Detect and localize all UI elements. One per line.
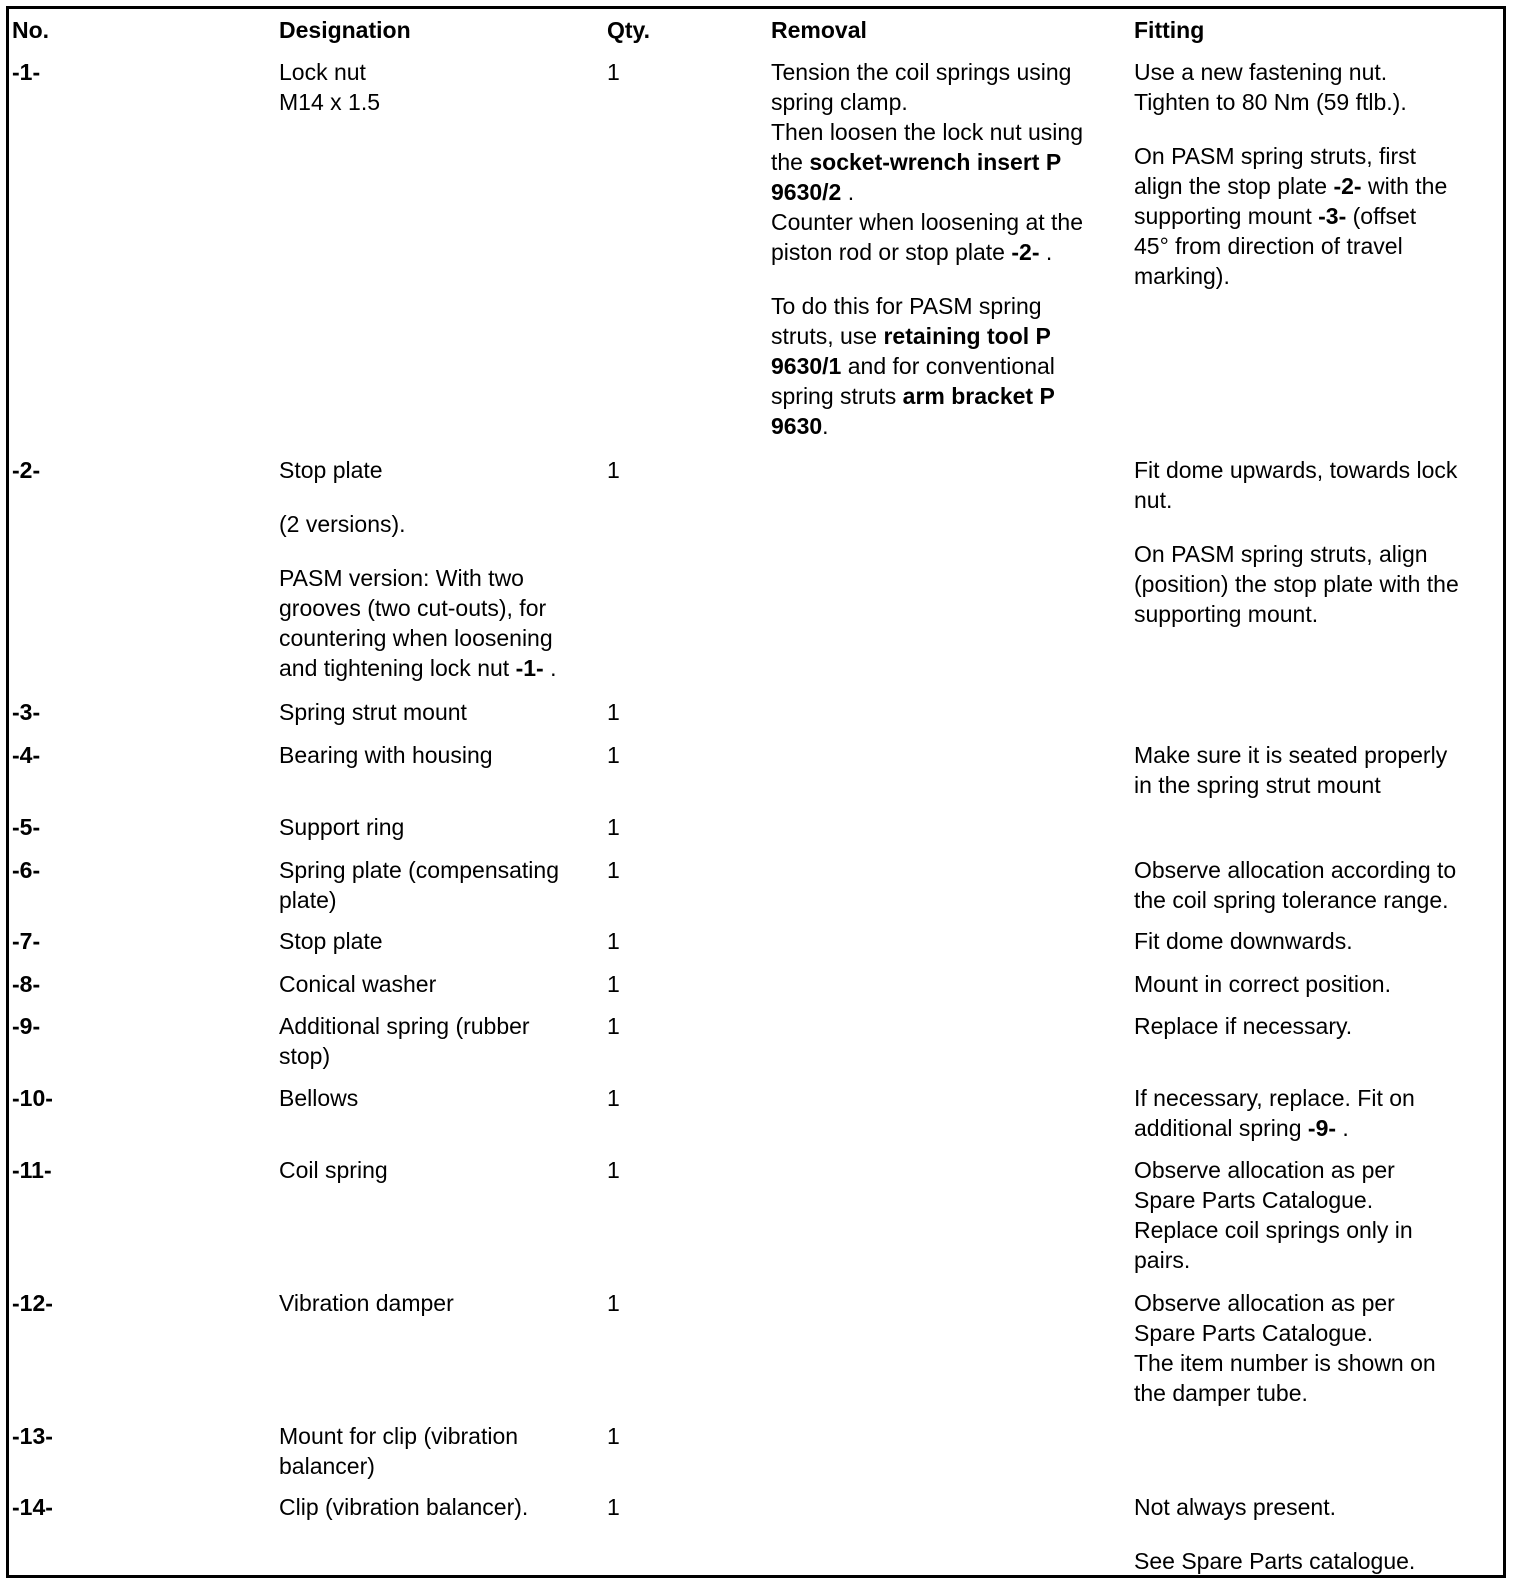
row-number: -12- bbox=[12, 1290, 53, 1316]
row-designation: Stop plate bbox=[279, 928, 383, 954]
row-removal: Tension the coil springs using spring clamp. Then loosen the lock nut using the socket-wrench insert P 9630/2 . Counter when loosening at the piston rod or stop plate -2- . To do this for PASM spring struts, use retaining tool P 9630/1 and for conventional spring struts arm bracket P 9630. bbox=[771, 59, 1083, 439]
row-fitting: Mount in correct position. bbox=[1134, 971, 1391, 997]
row-qty: 1 bbox=[607, 742, 620, 768]
row-fitting: Fit dome downwards. bbox=[1134, 928, 1353, 954]
row-qty: 1 bbox=[607, 971, 620, 997]
row-qty: 1 bbox=[607, 857, 620, 883]
row-qty: 1 bbox=[607, 1013, 620, 1039]
row-designation: Conical washer bbox=[279, 971, 437, 997]
row-designation: Lock nut M14 x 1.5 bbox=[279, 59, 380, 115]
row-fitting: Not always present. See Spare Parts catalogue. bbox=[1134, 1494, 1416, 1574]
row-number: -10- bbox=[12, 1085, 53, 1111]
row-qty: 1 bbox=[607, 1085, 620, 1111]
row-qty: 1 bbox=[607, 1494, 620, 1520]
row-designation: Support ring bbox=[279, 814, 405, 840]
row-qty: 1 bbox=[607, 59, 620, 85]
row-number: -4- bbox=[12, 742, 41, 768]
row-number: -8- bbox=[12, 971, 41, 997]
parts-table bbox=[6, 6, 1506, 1578]
row-qty: 1 bbox=[607, 1157, 620, 1183]
row-fitting: Use a new fastening nut. Tighten to 80 Nm (59 ftlb.). On PASM spring struts, first align the stop plate -2- with the supporting mount -3- (offset 45° from direction of travel marking). bbox=[1134, 59, 1448, 289]
row-fitting: If necessary, replace. Fit on additional spring -9- . bbox=[1134, 1085, 1415, 1141]
row-fitting: Observe allocation as per Spare Parts Catalogue. The item number is shown on the damper tube. bbox=[1134, 1290, 1436, 1406]
row-fitting: Fit dome upwards, towards lock nut. On PASM spring struts, align (position) the stop plate with the supporting mount. bbox=[1134, 457, 1459, 627]
row-number: -2- bbox=[12, 457, 41, 483]
row-fitting: Observe allocation according to the coil spring tolerance range. bbox=[1134, 857, 1457, 913]
row-designation: Stop plate (2 versions). PASM version: With two grooves (two cut-outs), for countering when loosening and tightening lock nut -1- . bbox=[279, 457, 557, 681]
header-qty: Qty. bbox=[607, 17, 651, 43]
header-no: No. bbox=[12, 17, 50, 43]
row-number: -5- bbox=[12, 814, 41, 840]
row-number: -7- bbox=[12, 928, 41, 954]
header-fitting: Fitting bbox=[1134, 17, 1205, 43]
row-qty: 1 bbox=[607, 928, 620, 954]
row-qty: 1 bbox=[607, 1290, 620, 1316]
row-number: -14- bbox=[12, 1494, 53, 1520]
row-qty: 1 bbox=[607, 814, 620, 840]
row-number: -9- bbox=[12, 1013, 41, 1039]
row-qty: 1 bbox=[607, 457, 620, 483]
row-number: -6- bbox=[12, 857, 41, 883]
row-number: -1- bbox=[12, 59, 41, 85]
row-qty: 1 bbox=[607, 699, 620, 725]
row-designation: Clip (vibration balancer). bbox=[279, 1494, 529, 1520]
row-designation: Spring strut mount bbox=[279, 699, 467, 725]
row-number: -11- bbox=[12, 1157, 52, 1183]
row-designation: Bellows bbox=[279, 1085, 359, 1111]
row-designation: Vibration damper bbox=[279, 1290, 454, 1316]
row-designation: Bearing with housing bbox=[279, 742, 493, 768]
row-number: -3- bbox=[12, 699, 41, 725]
row-designation: Mount for clip (vibration balancer) bbox=[279, 1423, 519, 1479]
row-fitting: Make sure it is seated properly in the spring strut mount bbox=[1134, 742, 1448, 798]
row-qty: 1 bbox=[607, 1423, 620, 1449]
row-fitting: Observe allocation as per Spare Parts Catalogue. Replace coil springs only in pairs. bbox=[1134, 1157, 1413, 1273]
header-designation: Designation bbox=[279, 17, 411, 43]
row-designation: Coil spring bbox=[279, 1157, 388, 1183]
row-designation: Spring plate (compensating plate) bbox=[279, 857, 559, 913]
row-fitting: Replace if necessary. bbox=[1134, 1013, 1353, 1039]
row-designation: Additional spring (rubber stop) bbox=[279, 1013, 530, 1069]
header-removal: Removal bbox=[771, 17, 867, 43]
row-number: -13- bbox=[12, 1423, 53, 1449]
